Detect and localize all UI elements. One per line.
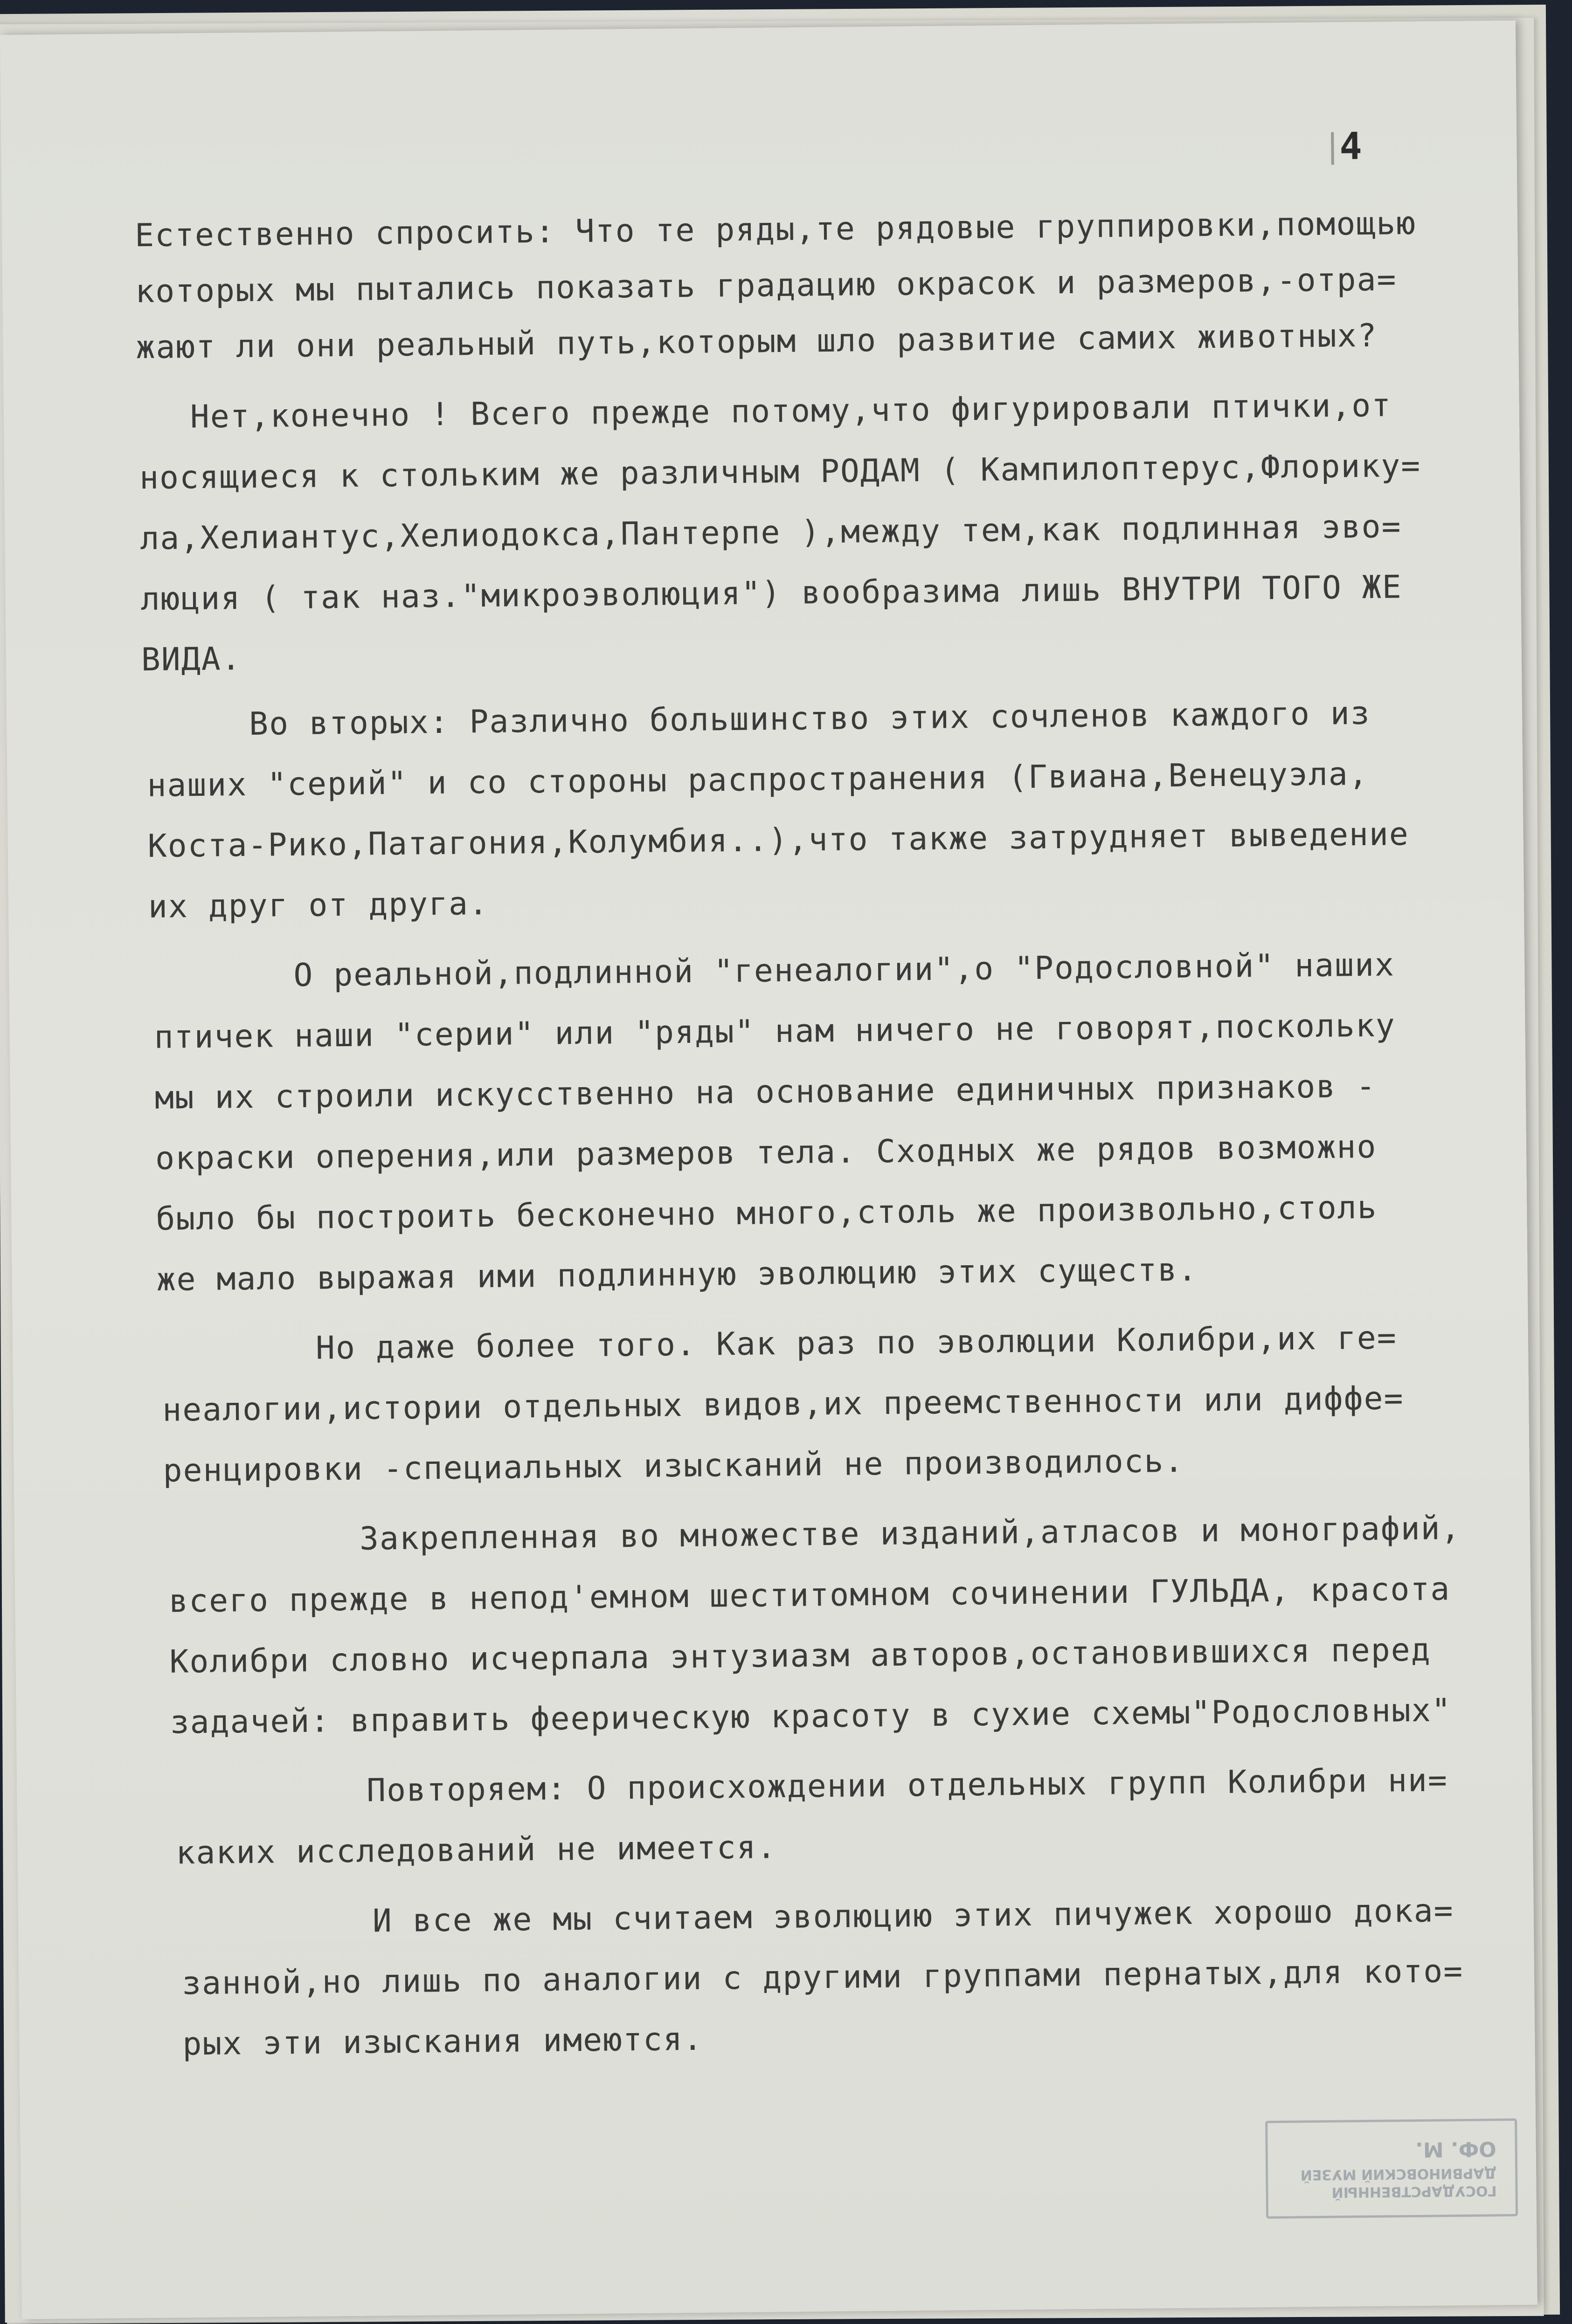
text-line: мы их строили искусственно на основание единичных признаков - [154, 1068, 1377, 1117]
text-line: Коста-Рико,Патагония,Колумбия..),что также затрудняет выведение [147, 816, 1410, 865]
museum-stamp [1265, 2118, 1518, 2219]
text-line: задачей: вправить феерическую красоту в сухие схемы"Родословных" [170, 1692, 1452, 1741]
text-line: И все же мы считаем эволюцию этих пичужек хорошо дока= [372, 1892, 1454, 1940]
stamp-line: ДАРВИНОВСКИЙ МУЗЕЙ [1300, 2165, 1497, 2183]
text-line: их друг от друга. [148, 885, 489, 926]
text-line: ренцировки -специальных изысканий не производилось. [163, 1442, 1184, 1490]
text-line: носящиеся к стольким же различным РОДАМ ( Кампилоптерус,Флорику= [139, 447, 1421, 497]
text-line: жают ли они реальный путь,которым шло развитие самих животных? [136, 317, 1378, 366]
text-line: рых эти изыскания имеются. [182, 2021, 704, 2063]
text-line: Во вторых: Различно большинство этих сочленов каждого из [249, 695, 1371, 743]
stamp-line: ГОСУДАРСТВЕННЫЙ [1331, 2182, 1497, 2200]
page-number: 4 [1339, 124, 1363, 168]
text-line: окраски оперения,или размеров тела. Сходных же рядов возможно [155, 1128, 1377, 1177]
text-line: занной,но лишь по аналогии с другими группами пернатых,для кото= [181, 1953, 1464, 2002]
text-line: О реальной,подлинной "генеалогии",о "Родословной" наших [293, 946, 1395, 994]
text-line: всего прежде в непод'емном шеститомном сочинении ГУЛЬДА, красота [168, 1571, 1451, 1620]
text-line: Естественно спросить: Что те ряды,те рядовые группировки,помощью [134, 205, 1417, 255]
stamp-code: ОФ. М. [1415, 2137, 1496, 2162]
text-line: Но даже более того. Как раз по эволюции Колибри,их ге= [315, 1319, 1398, 1367]
text-line: птичек наши "серии" или "ряды" нам ничего не говорят,поскольку [154, 1007, 1396, 1056]
text-line: наших "серий" и со стороны распространения (Гвиана,Венецуэла, [147, 755, 1369, 805]
typewritten-page [0, 21, 1537, 2319]
text-line: неалогии,истории отдельных видов,их преемственности или диффе= [162, 1380, 1404, 1429]
text-line: ла,Хелиантус,Хелиодокса,Пантерпе ),между тем,как подлинная эво= [140, 508, 1402, 558]
text-line: которых мы пытались показать градацию окрасок и размеров,-отра= [135, 261, 1397, 310]
text-line: люция ( так наз."микроэволюция") вообразима лишь ВНУТРИ ТОГО ЖЕ [140, 569, 1403, 618]
text-line: было бы построить бесконечно много,столь же произвольно,столь [156, 1189, 1378, 1238]
text-line: Колибри словно исчерпала энтузиазм авторов,остановившихся перед [169, 1631, 1431, 1681]
text-line: же мало выражая ими подлинную эволюцию этих существ. [156, 1251, 1198, 1298]
text-line: ВИДА. [141, 641, 242, 679]
text-line: Нет,конечно ! Всего прежде потому,что фигурировали птички,от [190, 387, 1392, 436]
text-line: Закрепленная во множестве изданий,атласов и монографий, [359, 1510, 1461, 1558]
text-line: каких исследований не имеется. [176, 1829, 777, 1872]
text-line: Повторяем: О происхождении отдельных групп Колибри ни= [366, 1762, 1448, 1809]
